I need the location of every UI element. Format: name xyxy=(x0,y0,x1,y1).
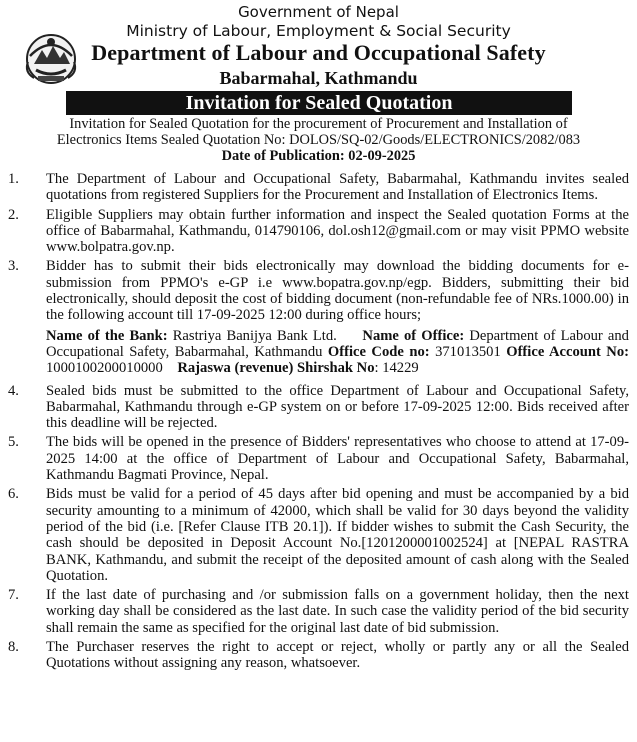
item-text: The bids will be opened in the presence of Bidders' representatives who choose to attend at 17-09-2025 14:00 at the office of Department of Labour and Occupational Safety, Babarmahal, Kathmandu Bagmati Province, Nepal. xyxy=(46,434,629,484)
bank-name-value: Rastriya Banijya Bank Ltd. xyxy=(172,327,337,344)
shirshak-label: Rajaswa (revenue) Shirshak No xyxy=(177,360,375,377)
office-code-value: 371013501 xyxy=(435,343,501,360)
publication-label: Date of Publication: xyxy=(221,148,345,164)
office-name-value: Department of Labour and Occupational Safety, Babarmahal, Kathmandu xyxy=(46,327,629,360)
office-code-label: Office Code no: xyxy=(327,343,430,360)
item-number: 5. xyxy=(8,434,19,451)
list-item xyxy=(0,434,637,483)
bank-details xyxy=(0,328,637,377)
item-number: 8. xyxy=(8,639,19,656)
shirshak-value: : 14229 xyxy=(374,360,419,377)
intro-line-2: Electronics Items Sealed Quotation No: DOLOS/SQ-02/Goods/ELECTRONICS/2082/083 xyxy=(56,132,581,148)
item-text: Eligible Suppliers may obtain further information and inspect the Sealed quotation Forms at the office of Babarmahal, Kathmandu, 014790106, dol.osh12@gmail.com or may visit PPMO website www.bolpatra.gov.np. xyxy=(46,206,629,256)
government-heading: Government of Nepal xyxy=(238,3,399,21)
office-name-label: Name of Office: xyxy=(362,327,465,344)
item-number: 4. xyxy=(8,382,19,399)
department-heading: Department of Labour and Occupational Safety xyxy=(91,40,546,65)
ministry-heading: Ministry of Labour, Employment & Social Security xyxy=(126,22,511,40)
intro-block xyxy=(0,116,637,164)
item-number: 3. xyxy=(8,258,19,275)
item-text: Bidder has to submit their bids electronically may download the bidding documents for e-submission from PPMO's e-GP i.e www.bopatra.gov.np/egp. Bidders, submitting their bid electronically, should deposit the cost of bidding document (non-refundable fee of NRs.1000.00) in the following account till 17-09-2025 12:00 during office hours; xyxy=(46,258,629,324)
item-number: 2. xyxy=(8,206,19,223)
item-text: If the last date of purchasing and /or submission falls on a government holiday, then the next working day shall be considered as the last date. In such case the validity period of the bid security shall remain the same as specified for the original last date of bid submission. xyxy=(46,587,629,636)
list-item xyxy=(0,207,637,256)
account-label: Office Account No: xyxy=(506,343,629,360)
item-number: 1. xyxy=(8,171,19,187)
item-text: Sealed bids must be submitted to the office Department of Labour and Occupational Safety, Babarmahal, Kathmandu through e-GP system on or before 17-09-2025 12:00. Bids received after this deadline will be rejected. xyxy=(46,382,629,432)
list-item xyxy=(0,587,637,636)
list-item xyxy=(0,383,637,432)
item-number: 6. xyxy=(8,486,19,503)
publication-date xyxy=(0,148,637,164)
item-number: 7. xyxy=(8,587,19,604)
location-heading: Babarmahal, Kathmandu xyxy=(219,68,418,88)
list-item xyxy=(0,171,637,204)
bank-name-label: Name of the Bank: xyxy=(46,327,168,344)
list-item xyxy=(0,639,637,672)
item-text: Bids must be valid for a period of 45 days after bid opening and must be accompanied by a bid security amounting to a minimum of 42000, which shall be valid for 30 days beyond the validity period of the bid (i.e. [Refer Clause ITB 20.1]). If bidder wishes to submit the Cash Security, the cash should be deposited in Deposit Account No.[1201200001002524] at [NEPAL RASTRA BANK, Kathmandu, and submit the receipt of the deposited amount of cash along with the Sealed Quotation. xyxy=(46,486,629,584)
account-value: 1000100200010000 xyxy=(46,360,163,377)
list-item xyxy=(0,258,637,323)
list-item xyxy=(0,486,637,584)
publication-value: 02-09-2025 xyxy=(348,148,416,164)
intro-line-1: Invitation for Sealed Quotation for the procurement of Procurement and Installation of xyxy=(69,116,568,132)
item-text: The Department of Labour and Occupational Safety, Babarmahal, Kathmandu invites sealed quotations from registered Suppliers for the Procurement and Installation of Electronics Items. xyxy=(46,171,629,204)
notice-items xyxy=(0,171,637,675)
title-banner: Invitation for Sealed Quotation xyxy=(66,91,572,115)
item-text: The Purchaser reserves the right to accept or reject, wholly or partly any or all the Sealed Quotations without assigning any reason, whatsoever. xyxy=(46,639,629,672)
